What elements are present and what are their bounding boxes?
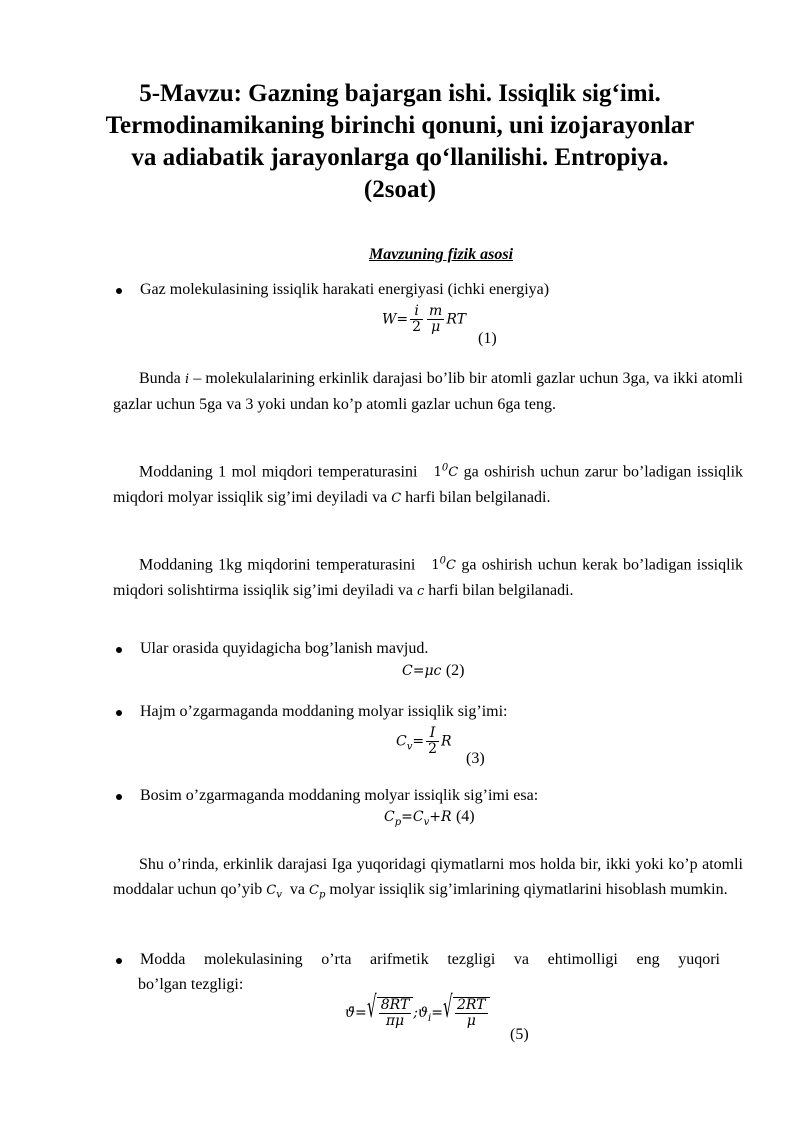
title-line-4: (2soat) <box>363 176 437 203</box>
bullet-icon <box>116 794 122 800</box>
bullet-icon <box>116 710 122 716</box>
paragraph-4: Shu o’rinda, erkinlik darajasi Iga yuqoridagi qiymatlarni mos holda bir, ikki yoki ko’p atomli moddalar uchun qo’yib $C_v$ va $C_p$ molyar issiqlik sig’imlarining qiymatlarini hisoblash mumkin. <box>113 856 743 901</box>
formula-3: $C_v=$ $\frac{I}{2}$ R <box>396 725 452 757</box>
title-line-2: Termodinamikaning birinchi qonuni, uni izojarayonlar <box>105 112 695 139</box>
paragraph-2: Moddaning 1 mol miqdori temperaturasini $1^0C$ ga oshirish uchun zarur bo’ladigan issiqlik miqdori molyar issiqlik sig’imi deyiladi va C harfi bilan belgilanadi. <box>113 463 744 507</box>
bullet-icon <box>116 288 122 294</box>
formula-5-number: (5) <box>510 1026 529 1043</box>
formula-1: W= $\frac{i}{2}$ $\frac{m}{\mu}$ RT <box>382 303 466 335</box>
paragraph-3: Moddaning 1kg miqdorini temperaturasini $1^0C$ ga oshirish uchun kerak bo’ladigan issiqlik miqdori solishtirma issiqlik sig’imi deyiladi va c harfi bilan belgilanadi. <box>113 556 744 600</box>
formula-3-number: (3) <box>466 750 485 767</box>
title-line-3: va adiabatik jarayonlarga qo‘llanilishi. Entropiya. <box>131 144 669 171</box>
document-page: 5-Mavzu: Gazning bajargan ishi. Issiqlik sig‘imi. Termodinamikaning birinchi qonuni, uni izojarayonlar va adiabatik jarayonlarga qo‘llanilishi. Entropiya. (2soat) Mavzuning fizik asosi Gaz molekulasining issiqlik harakati energiyasi (ichki energiya) W= $\frac{i}{2}$ $\frac{m}{\mu}$ RT (1) Bunda i – molekulalarining erkinlik darajasi bo’lib bir atomli gazlar uchun 3ga, va ikki atomli gazlar uchun 5ga va 3 yoki undan ko’p atomli gazlar uchun 6ga teng. Moddaning 1 mol miqdori temperaturasini $1^0C$ ga oshirish uchun zarur bo’ladigan issiqlik miqdori molyar issiqlik sig’imi deyiladi va C harfi bilan belgilanadi. Moddaning 1kg miqdorini temperaturasini $1^0C$ ga oshirish uchun kerak bo’ladigan issiqlik miqdori solishtirma issiqlik sig’imi deyiladi va c harfi bilan belgilanadi. Ular orasida quyidagicha bog’lanish mavjud. C=μc (2) Hajm o’zgarmaganda moddaning molyar issiqlik sig’imi: $C_v=$ $\frac{I}{2}$ R (3) Bosim o’zgarmaganda moddaning molyar issiqlik sig’imi esa: $C_p=C_v+R$ (4) Shu o’rinda, erkinlik darajasi Iga yuqoridagi qiymatlarni mos holda bir, ikki yoki ko’p atomli moddalar uchun qo’yib $C_v$ va $C_p$ molyar issiqlik sig’imlarining qiymatlarini hisoblash mumkin. Modda molekulasining o’rta arifmetik tezgligi va ehtimolligi eng yuqori bo’lgan tezgligi: ϑ̄= √ $\frac{8RT}{\pi\mu}$ $;ϑ_i=$ √ $\frac{2RT}{\mu}$ (5) <box>0 0 800 1131</box>
formula-4: $C_p=C_v+R$ (4) <box>384 808 475 828</box>
formula-2: C=μc (2) <box>402 662 465 679</box>
page-title <box>100 78 700 206</box>
bullet-icon <box>116 647 122 653</box>
formula-5: ϑ̄= √ $\frac{8RT}{\pi\mu}$ $;ϑ_i=$ √ $\frac{2RT}{\mu}$ <box>345 997 490 1029</box>
section-subtitle: Mavzuning fizik asosi <box>368 246 514 263</box>
title-line-1: 5-Mavzu: Gazning bajargan ishi. Issiqlik sig‘imi. <box>139 80 661 107</box>
bullet-item-5-continuation: bo’lgan tezgligi: <box>138 976 244 993</box>
bullet-icon <box>116 958 122 964</box>
formula-1-number: (1) <box>478 330 497 347</box>
paragraph-1: Bunda i – molekulalarining erkinlik darajasi bo’lib bir atomli gazlar uchun 3ga, va ikki atomli gazlar uchun 5ga va 3 yoki undan ko’p atomli gazlar uchun 6ga teng. <box>113 370 743 413</box>
